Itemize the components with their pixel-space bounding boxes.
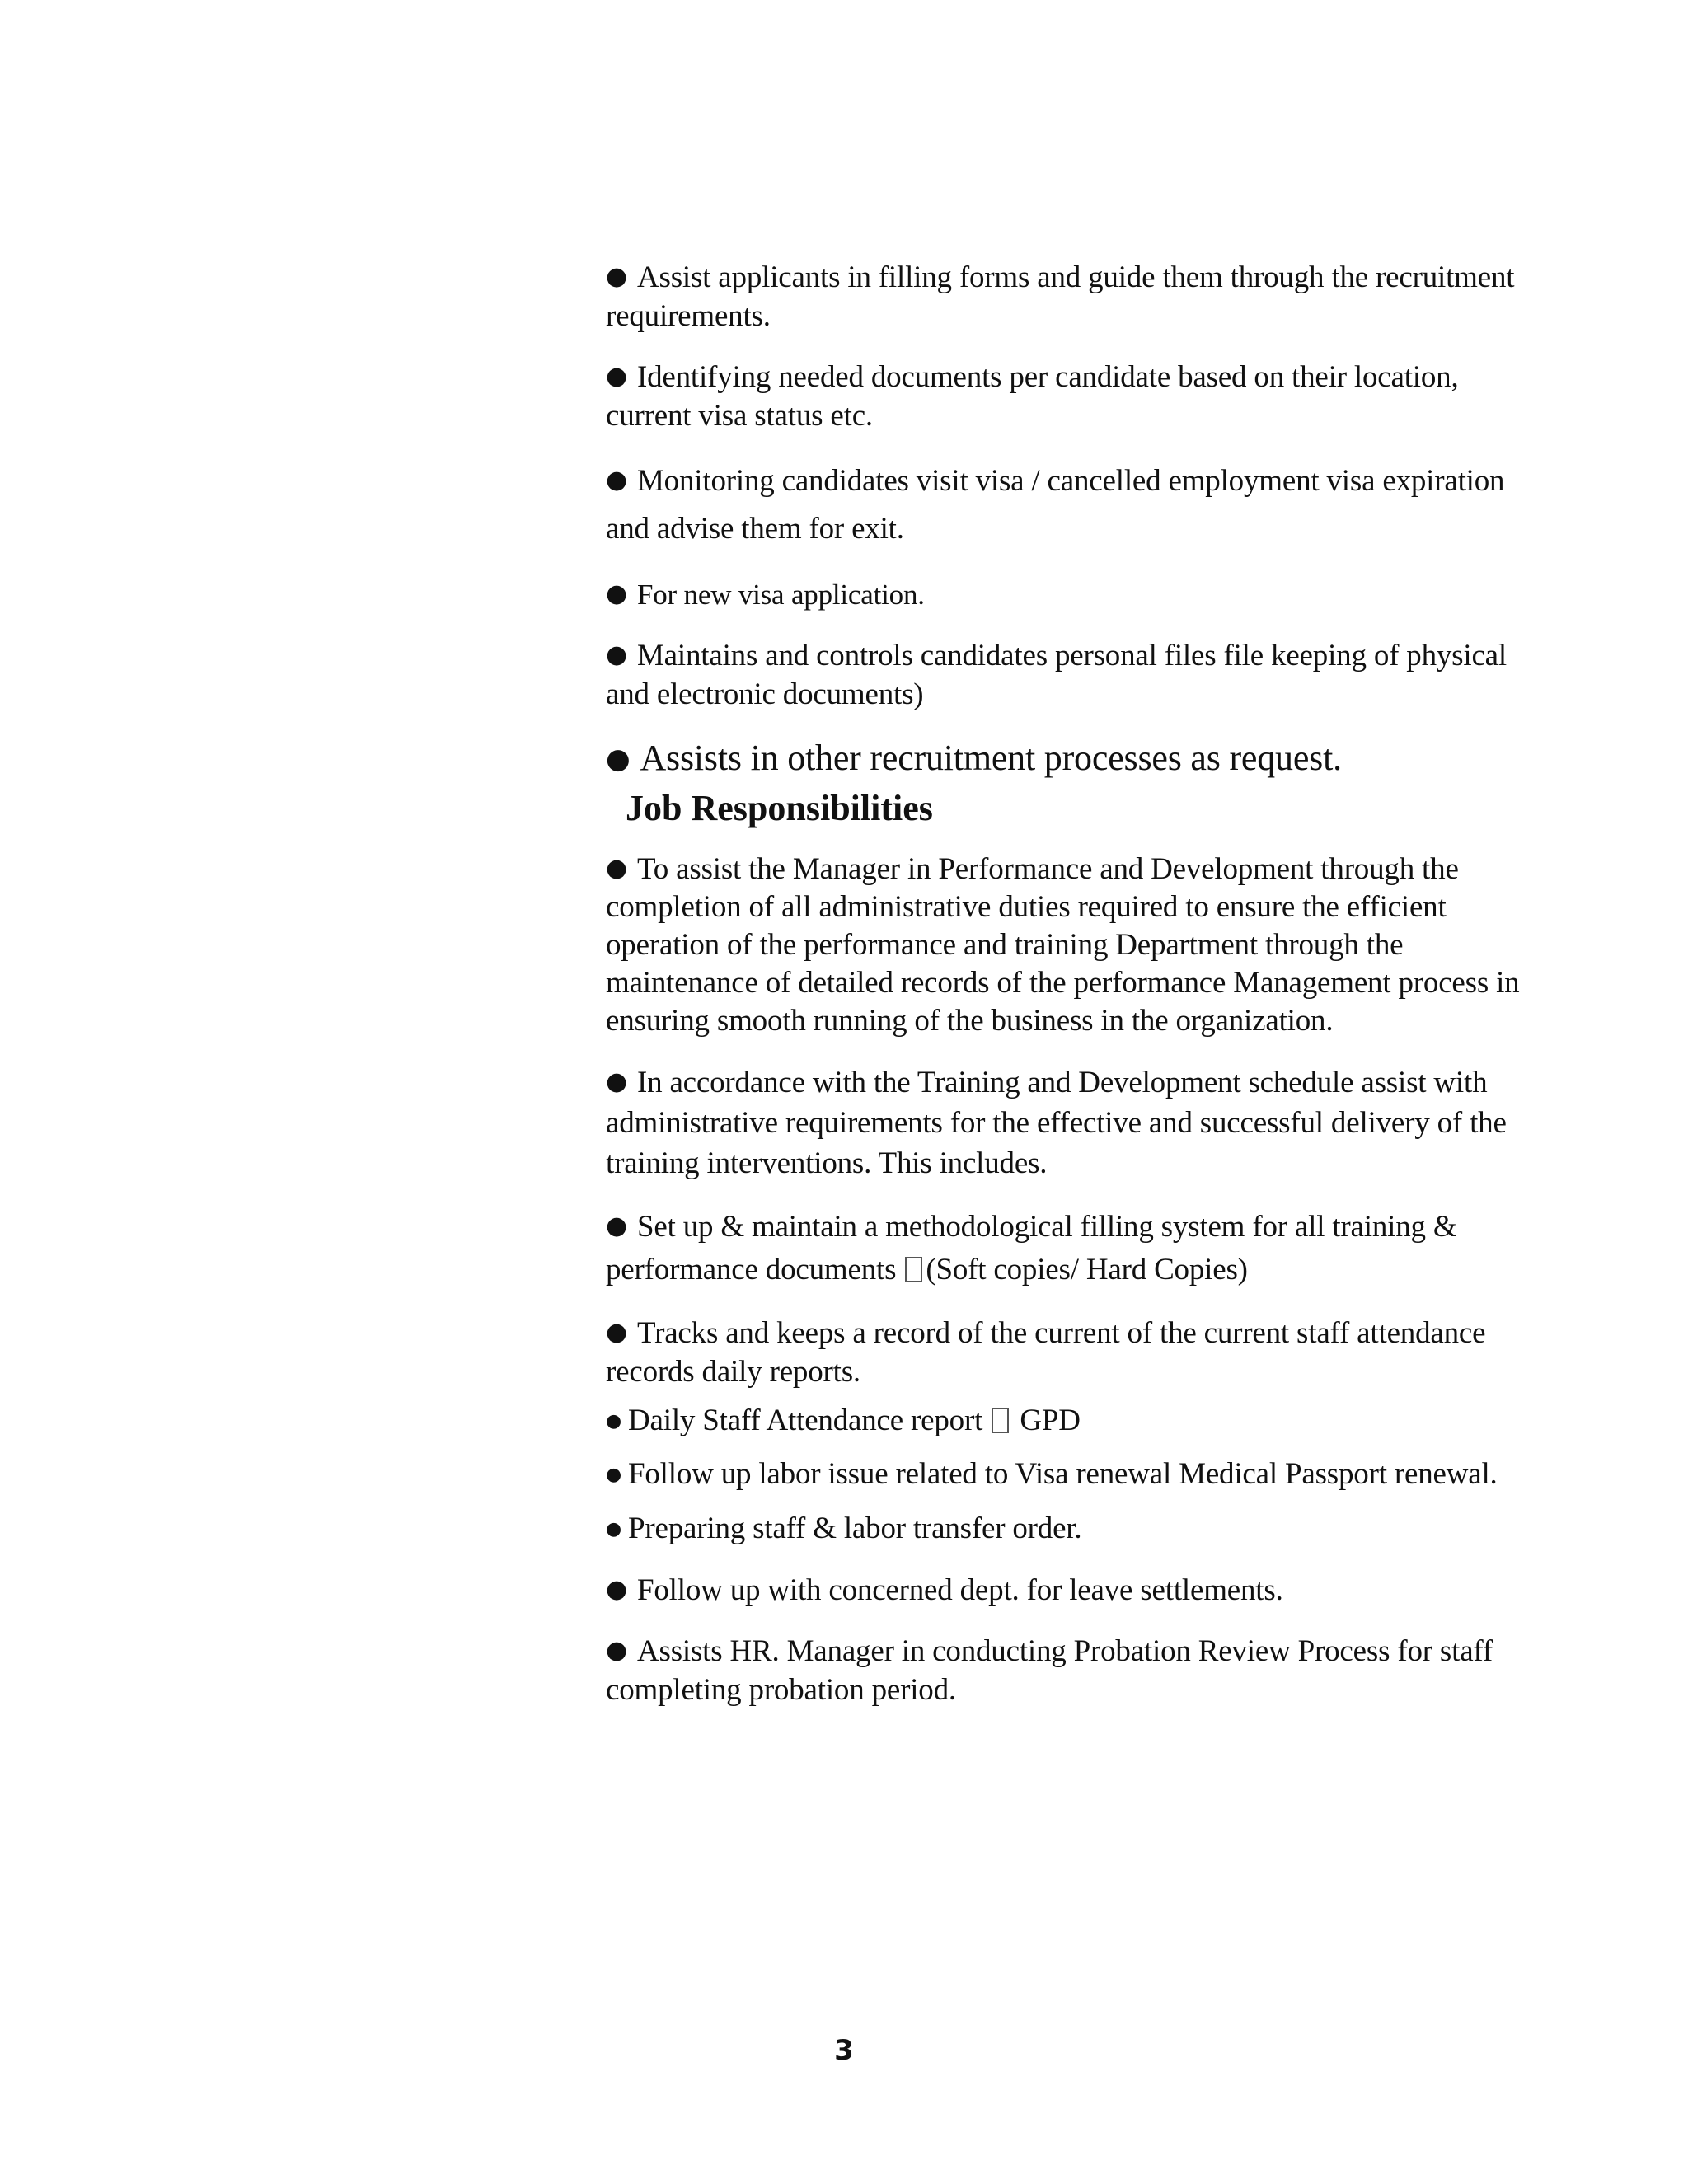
bullet-icon: ● <box>606 743 631 776</box>
list-item: ● Daily Staff Attendance report GPD <box>606 1404 1081 1437</box>
missing-glyph-icon <box>905 1257 922 1282</box>
list-item: ● Preparing staff & labor transfer order. <box>606 1511 1082 1545</box>
bullet-icon: ● <box>606 854 627 883</box>
list-item: ● Tracks and keeps a record of the current of the current staff attendance records daily reports. <box>606 1316 1486 1389</box>
list-item: ● Monitoring candidates visit visa / cancelled employment visa expiration and advise them for exit. <box>606 464 1505 546</box>
list-item: ● In accordance with the Training and Development schedule assist with administrative requirements for the effective and successful delivery of the training interventions. This includes. <box>606 1066 1507 1180</box>
bullet-icon: ● <box>606 262 627 291</box>
bullet-icon: ● <box>606 362 627 391</box>
list-item: ● Set up & maintain a methodological filling system for all training & performance documents (Soft copies/ Hard Copies) <box>606 1210 1457 1286</box>
page-content <box>606 257 1529 1731</box>
missing-glyph-icon <box>992 1408 1009 1433</box>
list-item: ● For new visa application. <box>606 579 925 611</box>
list-item: ● Identifying needed documents per candidate based on their location, current visa status etc. <box>606 360 1459 433</box>
bullet-icon: ● <box>606 1318 627 1347</box>
list-item: ● Maintains and controls candidates personal files file keeping of physical and electronic documents) <box>606 639 1507 711</box>
bullet-icon: ● <box>606 1519 621 1540</box>
bullet-icon: ● <box>606 1212 627 1240</box>
section-heading: Job Responsibilities <box>626 788 933 828</box>
bullet-icon: ● <box>606 1575 627 1604</box>
list-item: ● Follow up labor issue related to Visa renewal Medical Passport renewal. <box>606 1457 1498 1491</box>
list-item: ● Follow up with concerned dept. for leave settlements. <box>606 1573 1283 1607</box>
bullet-icon: ● <box>606 579 627 608</box>
bullet-icon: ● <box>606 466 627 494</box>
list-item: ● Assists in other recruitment processes as request. <box>606 738 1342 778</box>
list-item: ● To assist the Manager in Performance and Development through the completion of all administrative duties required to ensure the efficient operation of the performance and training Department through the maintenance of detailed records of the performance Management process in ensuring smooth running of the business in the organization. <box>606 852 1520 1038</box>
bullet-icon: ● <box>606 1411 621 1432</box>
list-item: ● Assist applicants in filling forms and guide them through the recruitment requirements. <box>606 260 1515 333</box>
bullet-icon: ● <box>606 1636 627 1665</box>
bullet-icon: ● <box>606 1465 621 1485</box>
list-item: ● Assists HR. Manager in conducting Probation Review Process for staff completing probation period. <box>606 1634 1493 1707</box>
page-number: 3 <box>834 2034 854 2067</box>
bullet-icon: ● <box>606 640 627 669</box>
bullet-icon: ● <box>606 1067 627 1096</box>
